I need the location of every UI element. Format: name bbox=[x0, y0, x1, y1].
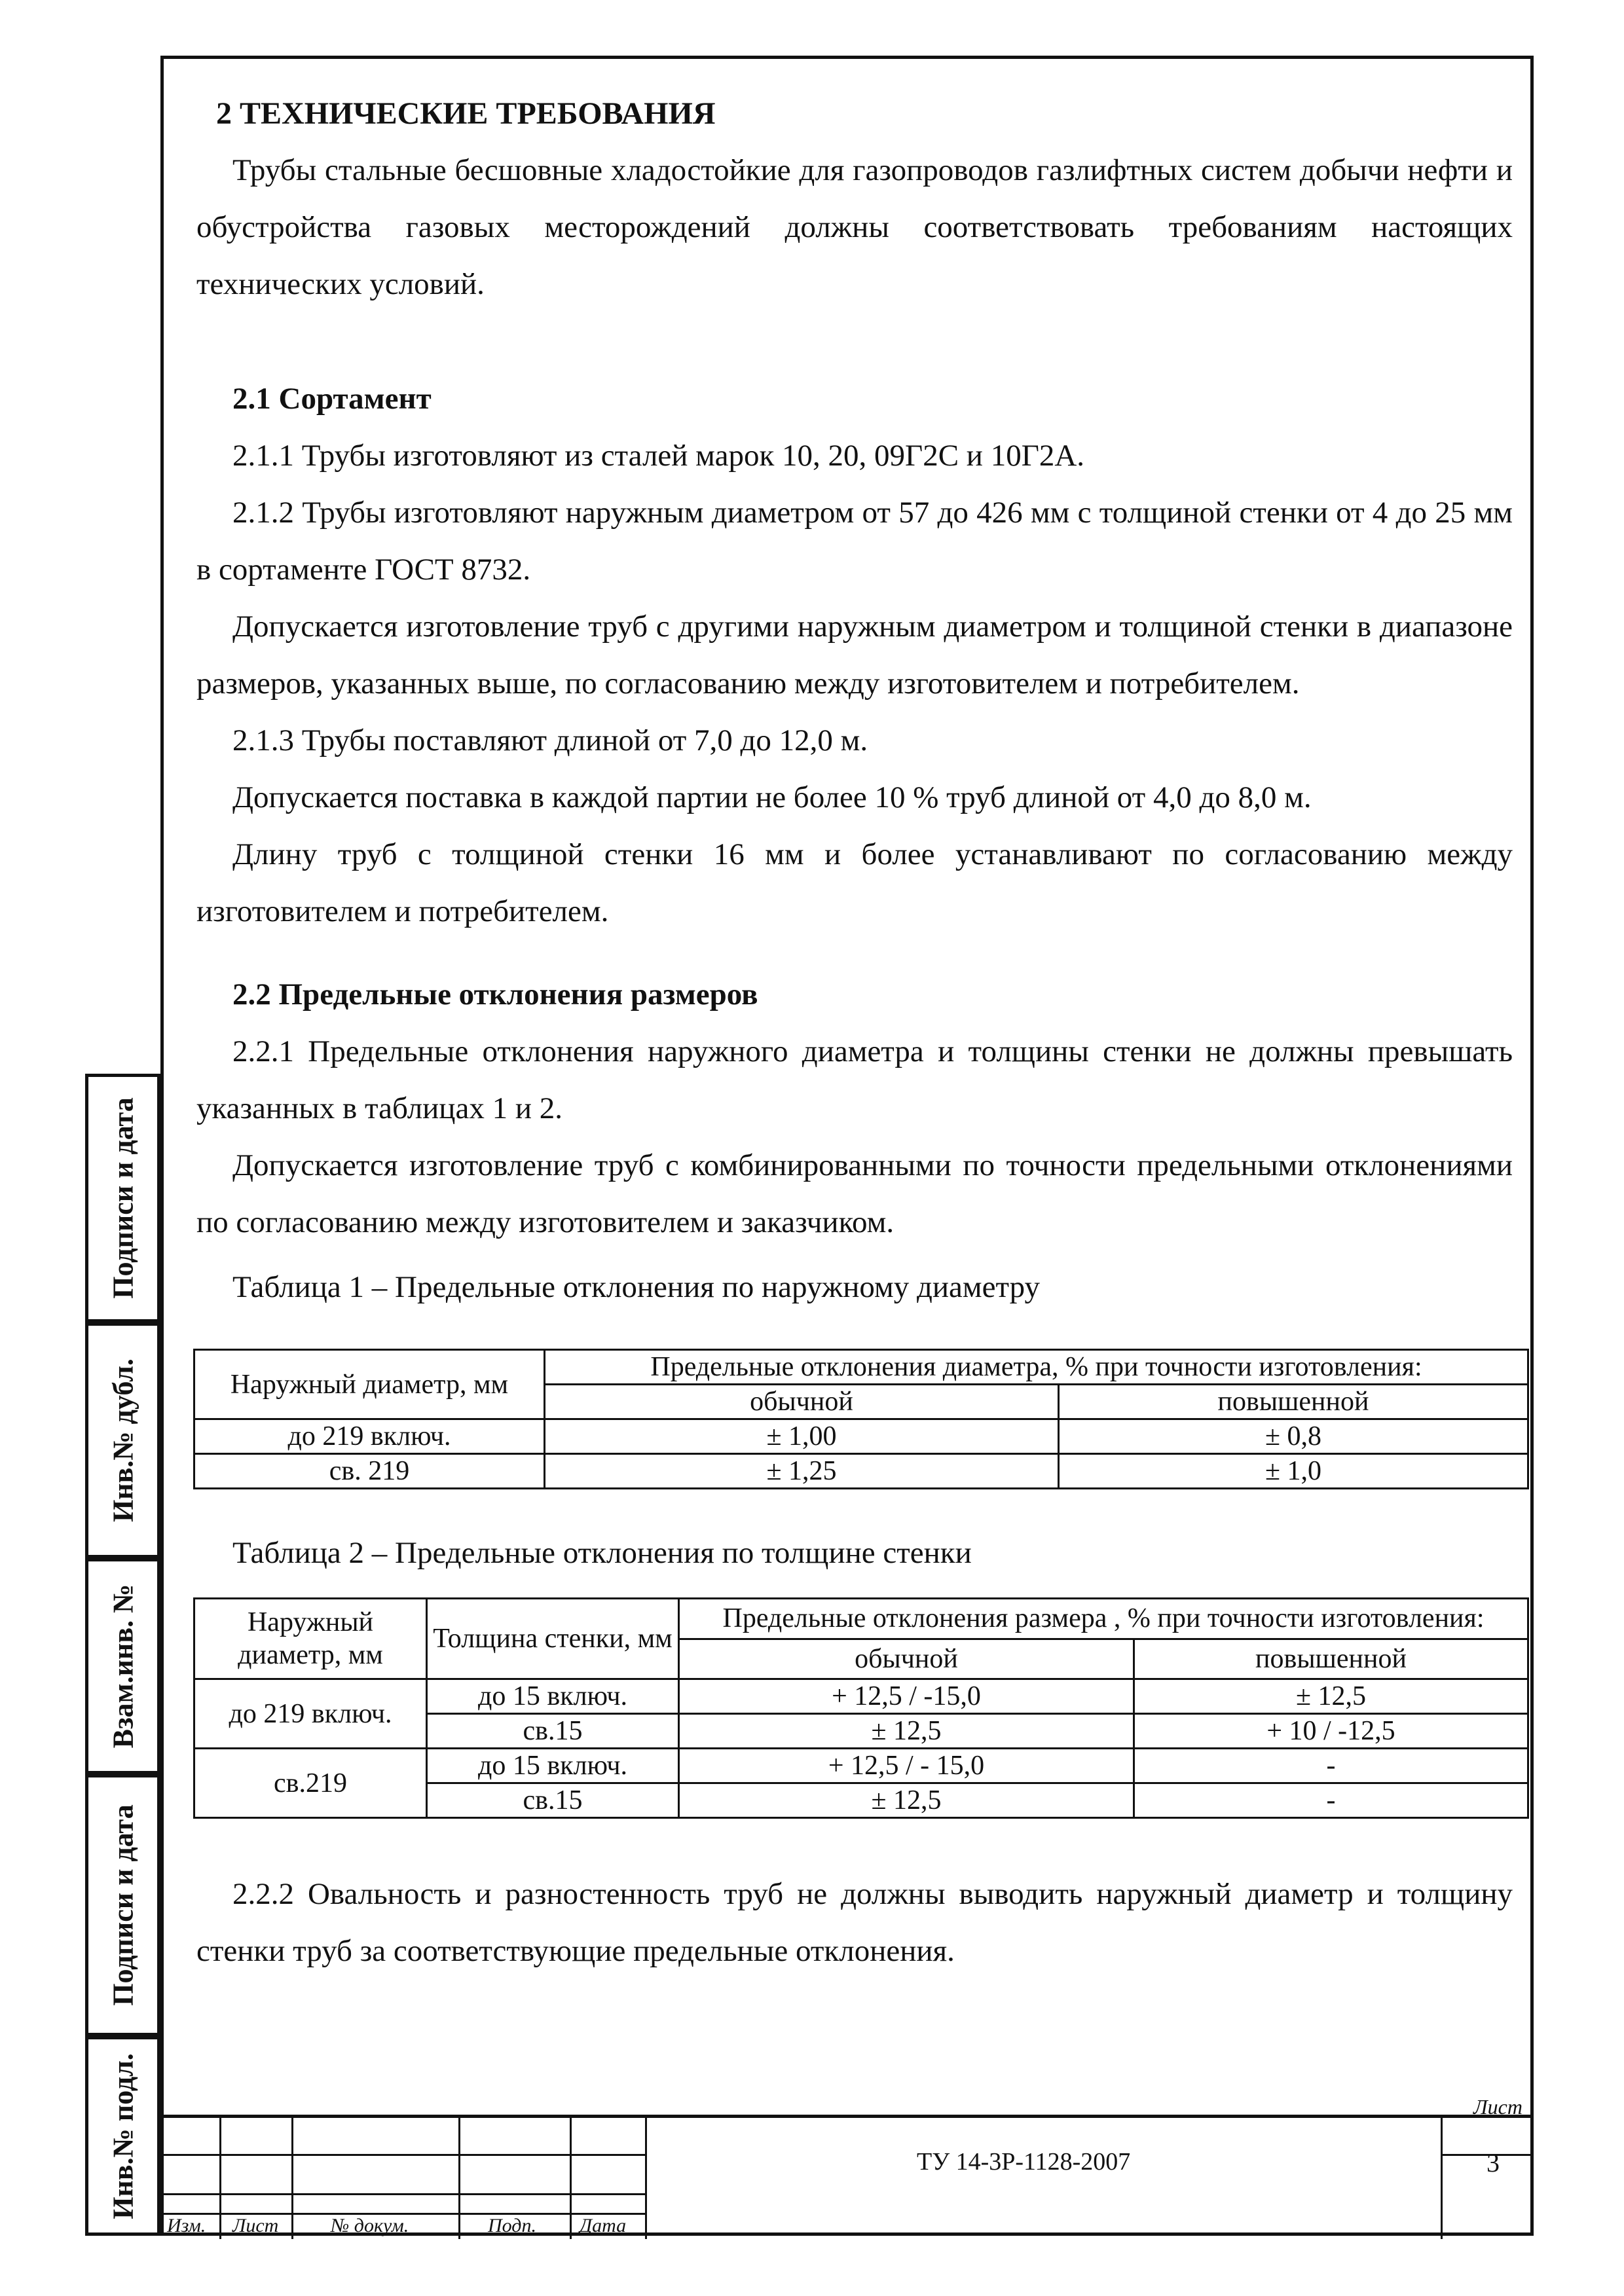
sheet-number: 3 bbox=[1486, 2148, 1500, 2178]
table1 bbox=[193, 1349, 1529, 1489]
section-intro: Трубы стальные бесшовные хладостойкие для газопроводов газлифтных систем добычи нефти и обустройства газовых месторождений должны соответствовать требованиям настоящих технических условий. bbox=[196, 153, 1513, 301]
paragraph-2-2-2-wrap bbox=[196, 1866, 1513, 1980]
col-date-label: Дата bbox=[580, 2215, 627, 2236]
paragraph: Допускается изготовление труб с комбинированными по точности предельными отклонениями по согласованию между изготовителем и заказчиком. bbox=[196, 1148, 1513, 1239]
table2-header-wall: Толщина стенки, мм bbox=[427, 1599, 679, 1679]
divider bbox=[570, 2118, 572, 2239]
document-body bbox=[196, 85, 1513, 1316]
side-field-signatures-1 bbox=[85, 1074, 160, 1322]
table-cell: - bbox=[1134, 1783, 1528, 1818]
side-field-label: Подписи и дата bbox=[107, 1097, 139, 1299]
side-field-signatures-2 bbox=[85, 1774, 160, 2036]
table1-header-high: повышенной bbox=[1059, 1385, 1528, 1419]
paragraph-2-1-1: 2.1.1 Трубы изготовляют из сталей марок 10, 20, 09Г2С и 10Г2А. bbox=[232, 439, 1085, 473]
table-cell: ± 12,5 bbox=[1134, 1679, 1528, 1714]
table-cell: до 15 включ. bbox=[427, 1679, 679, 1714]
table-cell: + 12,5 / -15,0 bbox=[679, 1679, 1134, 1714]
table-cell: до 15 включ. bbox=[427, 1749, 679, 1783]
table-cell: ± 1,0 bbox=[1059, 1454, 1528, 1489]
table-cell: ± 12,5 bbox=[679, 1783, 1134, 1818]
subsection-title-2-1: 2.1 Сортамент bbox=[232, 382, 432, 416]
divider bbox=[1441, 2118, 1443, 2239]
paragraph-2-1-2: 2.1.2 Трубы изготовляют наружным диаметром от 57 до 426 мм с толщиной стенки от 4 до 25 мм в сортаменте ГОСТ 8732. bbox=[196, 496, 1513, 587]
table2-header-normal: обычной bbox=[679, 1639, 1134, 1679]
col-sign-label: Подп. bbox=[488, 2215, 536, 2236]
divider bbox=[160, 2154, 645, 2156]
table-cell: св.219 bbox=[194, 1749, 427, 1818]
col-izm-label: Изм. bbox=[167, 2215, 206, 2236]
divider bbox=[458, 2118, 460, 2239]
table2-header-deviation: Предельные отклонения размера , % при точности изготовления: bbox=[679, 1599, 1528, 1639]
table1-header-normal: обычной bbox=[545, 1385, 1059, 1419]
paragraph: Длину труб с толщиной стенки 16 мм и более устанавливают по согласованию между изготовителем и потребителем. bbox=[196, 837, 1513, 928]
table2-caption: Таблица 2 – Предельные отклонения по толщине стенки bbox=[232, 1536, 972, 1570]
table1-header-deviation: Предельные отклонения диаметра, % при точности изготовления: bbox=[545, 1350, 1528, 1385]
side-field-label: Взам.инв. № bbox=[107, 1584, 139, 1749]
table-cell: до 219 включ. bbox=[194, 1419, 545, 1454]
table-cell: ± 1,00 bbox=[545, 1419, 1059, 1454]
side-field-orig-inv bbox=[85, 2036, 160, 2236]
table-cell: + 12,5 / - 15,0 bbox=[679, 1749, 1134, 1783]
table-cell: до 219 включ. bbox=[194, 1679, 427, 1749]
table-cell: св.15 bbox=[427, 1783, 679, 1818]
table-cell: св. 219 bbox=[194, 1454, 545, 1489]
table-cell: ± 12,5 bbox=[679, 1714, 1134, 1749]
paragraph-2-2-1: 2.2.1 Предельные отклонения наружного диаметра и толщины стенки не должны превышать указанных в таблицах 1 и 2. bbox=[196, 1034, 1513, 1125]
table-cell: ± 0,8 bbox=[1059, 1419, 1528, 1454]
table2-header-high: повышенной bbox=[1134, 1639, 1528, 1679]
document-code: ТУ 14-3Р-1128-2007 bbox=[917, 2148, 1131, 2176]
side-field-dup-inv bbox=[85, 1322, 160, 1558]
paragraph-2-2-2: 2.2.2 Овальность и разностенность труб не должны выводить наружный диаметр и толщину стенки труб за соответствующие предельные отклонения. bbox=[196, 1877, 1513, 1968]
table1-caption: Таблица 1 – Предельные отклонения по наружному диаметру bbox=[232, 1270, 1041, 1304]
table-row bbox=[194, 1679, 1528, 1714]
table2 bbox=[193, 1597, 1529, 1819]
paragraph-2-1-3: 2.1.3 Трубы поставляют длиной от 7,0 до 12,0 м. bbox=[232, 723, 868, 757]
divider bbox=[219, 2118, 221, 2239]
side-field-replace-inv bbox=[85, 1558, 160, 1774]
section-title: 2 ТЕХНИЧЕСКИЕ ТРЕБОВАНИЯ bbox=[216, 96, 716, 131]
table-row bbox=[194, 1419, 1528, 1454]
col-list-label: Лист bbox=[232, 2215, 279, 2236]
table-row bbox=[194, 1749, 1528, 1783]
table1-header-diameter: Наружный диаметр, мм bbox=[194, 1350, 545, 1419]
sheet-label: Лист bbox=[1473, 2095, 1522, 2119]
divider bbox=[291, 2118, 293, 2239]
side-field-label: Инв.№ подл. bbox=[107, 2052, 139, 2219]
table-row bbox=[194, 1454, 1528, 1489]
divider bbox=[160, 2193, 645, 2195]
side-field-label: Подписи и дата bbox=[107, 1804, 139, 2006]
table-cell: - bbox=[1134, 1749, 1528, 1783]
table-cell: + 10 / -12,5 bbox=[1134, 1714, 1528, 1749]
side-field-label: Инв.№ дубл. bbox=[107, 1358, 139, 1522]
table-cell: св.15 bbox=[427, 1714, 679, 1749]
table-cell: ± 1,25 bbox=[545, 1454, 1059, 1489]
title-block bbox=[160, 2115, 1534, 2239]
divider bbox=[645, 2118, 647, 2239]
col-doc-label: № докум. bbox=[331, 2215, 409, 2236]
paragraph: Допускается изготовление труб с другими наружным диаметром и толщиной стенки в диапазоне размеров, указанных выше, по согласованию между изготовителем и потребителем. bbox=[196, 610, 1513, 701]
subsection-title-2-2: 2.2 Предельные отклонения размеров bbox=[232, 977, 758, 1011]
paragraph: Допускается поставка в каждой партии не более 10 % труб длиной от 4,0 до 8,0 м. bbox=[232, 780, 1312, 814]
table2-header-diameter: Наружный диаметр, мм bbox=[194, 1599, 427, 1679]
